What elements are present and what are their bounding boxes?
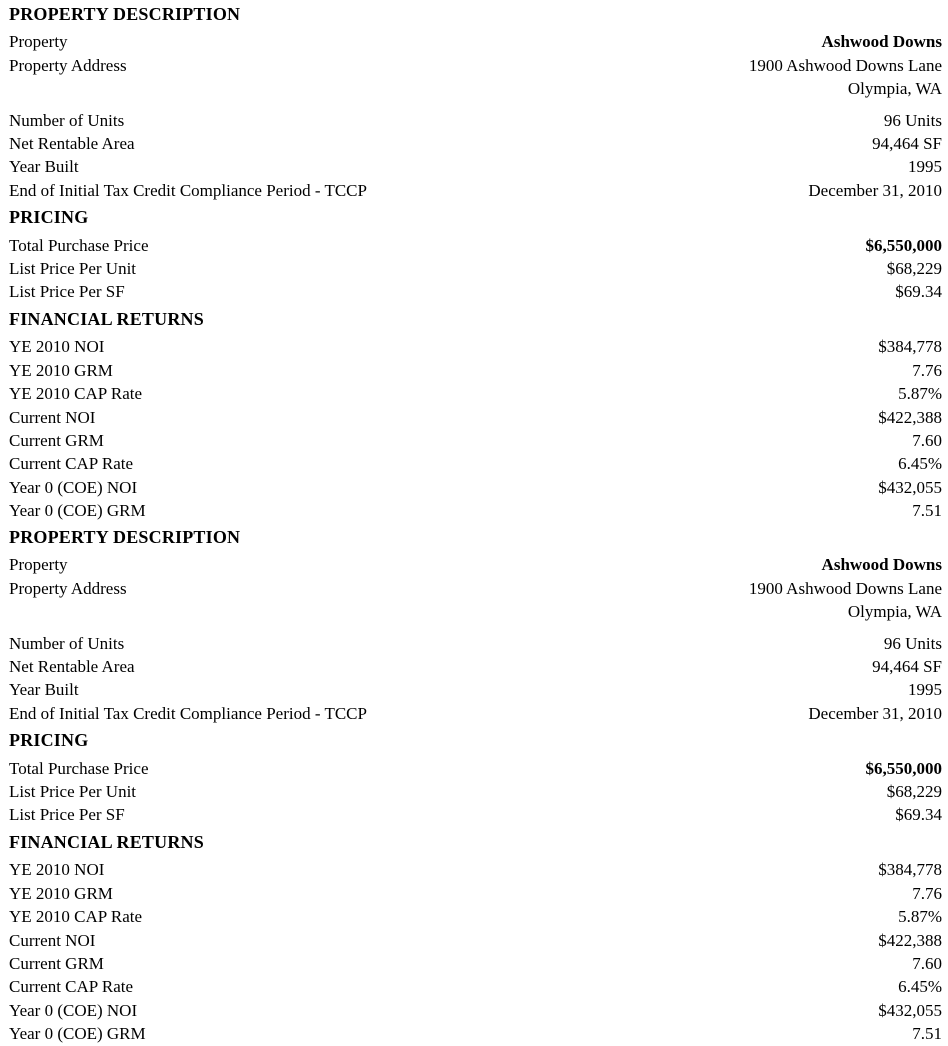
field-label-current-cap-rate: Current CAP Rate bbox=[9, 977, 134, 997]
field-label-current-cap-rate: Current CAP Rate bbox=[9, 454, 134, 474]
spacer bbox=[9, 101, 942, 109]
field-row-list-price-per-unit bbox=[9, 780, 942, 803]
field-value-current-grm: 7.60 bbox=[912, 430, 942, 450]
field-row-current-noi bbox=[9, 406, 942, 429]
field-value-tccp: December 31, 2010 bbox=[808, 703, 942, 723]
field-label-total-purchase-price: Total Purchase Price bbox=[9, 758, 149, 778]
field-label-property-address: Property Address bbox=[9, 578, 127, 598]
field-value-number-of-units: 96 Units bbox=[883, 110, 942, 130]
field-label-year-built: Year Built bbox=[9, 680, 79, 700]
field-row-property bbox=[9, 30, 942, 53]
field-value-ye2010-cap-rate: 5.87% bbox=[898, 907, 942, 927]
field-row-ye2010-grm bbox=[9, 882, 942, 905]
address-line-2: Olympia, WA bbox=[847, 602, 942, 622]
field-label-number-of-units: Number of Units bbox=[9, 633, 125, 653]
field-label-ye2010-grm: YE 2010 GRM bbox=[9, 883, 113, 903]
field-row-ye2010-noi bbox=[9, 858, 942, 881]
field-row-property-address bbox=[9, 54, 942, 101]
field-value-current-grm: 7.60 bbox=[912, 953, 942, 973]
field-label-net-rentable-area: Net Rentable Area bbox=[9, 657, 135, 677]
field-value-list-price-per-sf: $69.34 bbox=[895, 282, 942, 302]
field-label-list-price-per-sf: List Price Per SF bbox=[9, 805, 125, 825]
field-row-year0-coe-noi bbox=[9, 476, 942, 499]
field-value-property: Ashwood Downs bbox=[821, 555, 942, 575]
field-row-year-built bbox=[9, 678, 942, 701]
field-row-list-price-per-sf bbox=[9, 803, 942, 826]
field-label-tccp: End of Initial Tax Credit Compliance Period - TCCP bbox=[9, 703, 367, 723]
property-summary-block bbox=[0, 0, 948, 521]
field-value-ye2010-grm: 7.76 bbox=[912, 883, 942, 903]
field-label-number-of-units: Number of Units bbox=[9, 110, 125, 130]
field-label-current-noi: Current NOI bbox=[9, 407, 96, 427]
field-row-total-purchase-price bbox=[9, 757, 942, 780]
field-value-current-noi: $422,388 bbox=[878, 930, 942, 950]
field-label-property-address: Property Address bbox=[9, 55, 127, 75]
field-value-ye2010-cap-rate: 5.87% bbox=[898, 384, 942, 404]
field-label-year0-coe-noi: Year 0 (COE) NOI bbox=[9, 1000, 138, 1020]
address-line-1: 1900 Ashwood Downs Lane bbox=[748, 55, 942, 75]
section-heading-financial-returns: FINANCIAL RETURNS bbox=[9, 308, 204, 329]
field-value-tccp: December 31, 2010 bbox=[808, 180, 942, 200]
field-value-total-purchase-price: $6,550,000 bbox=[865, 235, 942, 255]
field-row-property-address bbox=[9, 577, 942, 624]
field-label-net-rentable-area: Net Rentable Area bbox=[9, 134, 135, 154]
field-label-list-price-per-unit: List Price Per Unit bbox=[9, 259, 137, 279]
spacer bbox=[9, 624, 942, 632]
field-row-total-purchase-price bbox=[9, 234, 942, 257]
field-row-current-grm bbox=[9, 952, 942, 975]
field-label-current-grm: Current GRM bbox=[9, 953, 104, 973]
field-row-tccp bbox=[9, 702, 942, 725]
field-row-current-noi bbox=[9, 929, 942, 952]
field-value-net-rentable-area: 94,464 SF bbox=[872, 657, 942, 677]
field-value-list-price-per-sf: $69.34 bbox=[895, 805, 942, 825]
field-label-year-built: Year Built bbox=[9, 157, 79, 177]
field-value-year0-coe-noi: $432,055 bbox=[878, 477, 942, 497]
field-value-year0-coe-grm: 7.51 bbox=[912, 1024, 942, 1044]
field-value-number-of-units: 96 Units bbox=[883, 633, 942, 653]
field-row-list-price-per-sf bbox=[9, 280, 942, 303]
field-label-current-noi: Current NOI bbox=[9, 930, 96, 950]
field-row-ye2010-cap-rate bbox=[9, 382, 942, 405]
field-value-year0-coe-noi: $432,055 bbox=[878, 1000, 942, 1020]
field-value-list-price-per-unit: $68,229 bbox=[886, 782, 942, 802]
field-row-tccp bbox=[9, 179, 942, 202]
field-label-current-grm: Current GRM bbox=[9, 430, 104, 450]
field-row-net-rentable-area bbox=[9, 655, 942, 678]
field-value-current-cap-rate: 6.45% bbox=[898, 454, 942, 474]
section-heading-pricing: PRICING bbox=[9, 730, 89, 751]
field-row-property bbox=[9, 553, 942, 576]
field-label-property: Property bbox=[9, 555, 68, 575]
field-label-ye2010-noi: YE 2010 NOI bbox=[9, 860, 105, 880]
field-row-ye2010-grm bbox=[9, 359, 942, 382]
section-heading-financial-returns: FINANCIAL RETURNS bbox=[9, 831, 204, 852]
field-label-property: Property bbox=[9, 32, 68, 52]
field-row-net-rentable-area bbox=[9, 132, 942, 155]
field-label-tccp: End of Initial Tax Credit Compliance Period - TCCP bbox=[9, 180, 367, 200]
field-row-list-price-per-unit bbox=[9, 257, 942, 280]
field-value-ye2010-grm: 7.76 bbox=[912, 360, 942, 380]
section-heading-pricing: PRICING bbox=[9, 207, 89, 228]
field-row-ye2010-cap-rate bbox=[9, 905, 942, 928]
field-label-year0-coe-grm: Year 0 (COE) GRM bbox=[9, 501, 146, 521]
address-line-2: Olympia, WA bbox=[847, 79, 942, 99]
field-label-list-price-per-unit: List Price Per Unit bbox=[9, 782, 137, 802]
field-value-property-address bbox=[749, 577, 942, 624]
field-value-current-cap-rate: 6.45% bbox=[898, 977, 942, 997]
field-value-list-price-per-unit: $68,229 bbox=[886, 259, 942, 279]
field-row-number-of-units bbox=[9, 109, 942, 132]
field-row-number-of-units bbox=[9, 632, 942, 655]
field-label-ye2010-grm: YE 2010 GRM bbox=[9, 360, 113, 380]
field-label-ye2010-cap-rate: YE 2010 CAP Rate bbox=[9, 907, 143, 927]
field-label-year0-coe-grm: Year 0 (COE) GRM bbox=[9, 1024, 146, 1044]
field-row-year0-coe-grm bbox=[9, 1022, 942, 1045]
field-value-property: Ashwood Downs bbox=[821, 32, 942, 52]
field-value-year0-coe-grm: 7.51 bbox=[912, 501, 942, 521]
field-value-year-built: 1995 bbox=[908, 680, 942, 700]
field-value-ye2010-noi: $384,778 bbox=[878, 860, 942, 880]
field-value-property-address bbox=[749, 54, 942, 101]
field-row-year0-coe-noi bbox=[9, 999, 942, 1022]
field-value-current-noi: $422,388 bbox=[878, 407, 942, 427]
field-label-ye2010-noi: YE 2010 NOI bbox=[9, 337, 105, 357]
field-row-current-cap-rate bbox=[9, 452, 942, 475]
field-row-year-built bbox=[9, 155, 942, 178]
section-heading-property-description: PROPERTY DESCRIPTION bbox=[9, 527, 241, 547]
field-row-year0-coe-grm bbox=[9, 499, 942, 522]
field-label-total-purchase-price: Total Purchase Price bbox=[9, 235, 149, 255]
field-label-year0-coe-noi: Year 0 (COE) NOI bbox=[9, 477, 138, 497]
address-line-1: 1900 Ashwood Downs Lane bbox=[748, 578, 942, 598]
field-value-ye2010-noi: $384,778 bbox=[878, 337, 942, 357]
field-value-net-rentable-area: 94,464 SF bbox=[872, 134, 942, 154]
property-summary-block bbox=[0, 523, 948, 1044]
field-value-year-built: 1995 bbox=[908, 157, 942, 177]
field-row-current-cap-rate bbox=[9, 975, 942, 998]
field-row-current-grm bbox=[9, 429, 942, 452]
field-value-total-purchase-price: $6,550,000 bbox=[865, 758, 942, 778]
field-label-list-price-per-sf: List Price Per SF bbox=[9, 282, 125, 302]
field-label-ye2010-cap-rate: YE 2010 CAP Rate bbox=[9, 384, 143, 404]
section-heading-property-description: PROPERTY DESCRIPTION bbox=[9, 4, 241, 24]
field-row-ye2010-noi bbox=[9, 335, 942, 358]
